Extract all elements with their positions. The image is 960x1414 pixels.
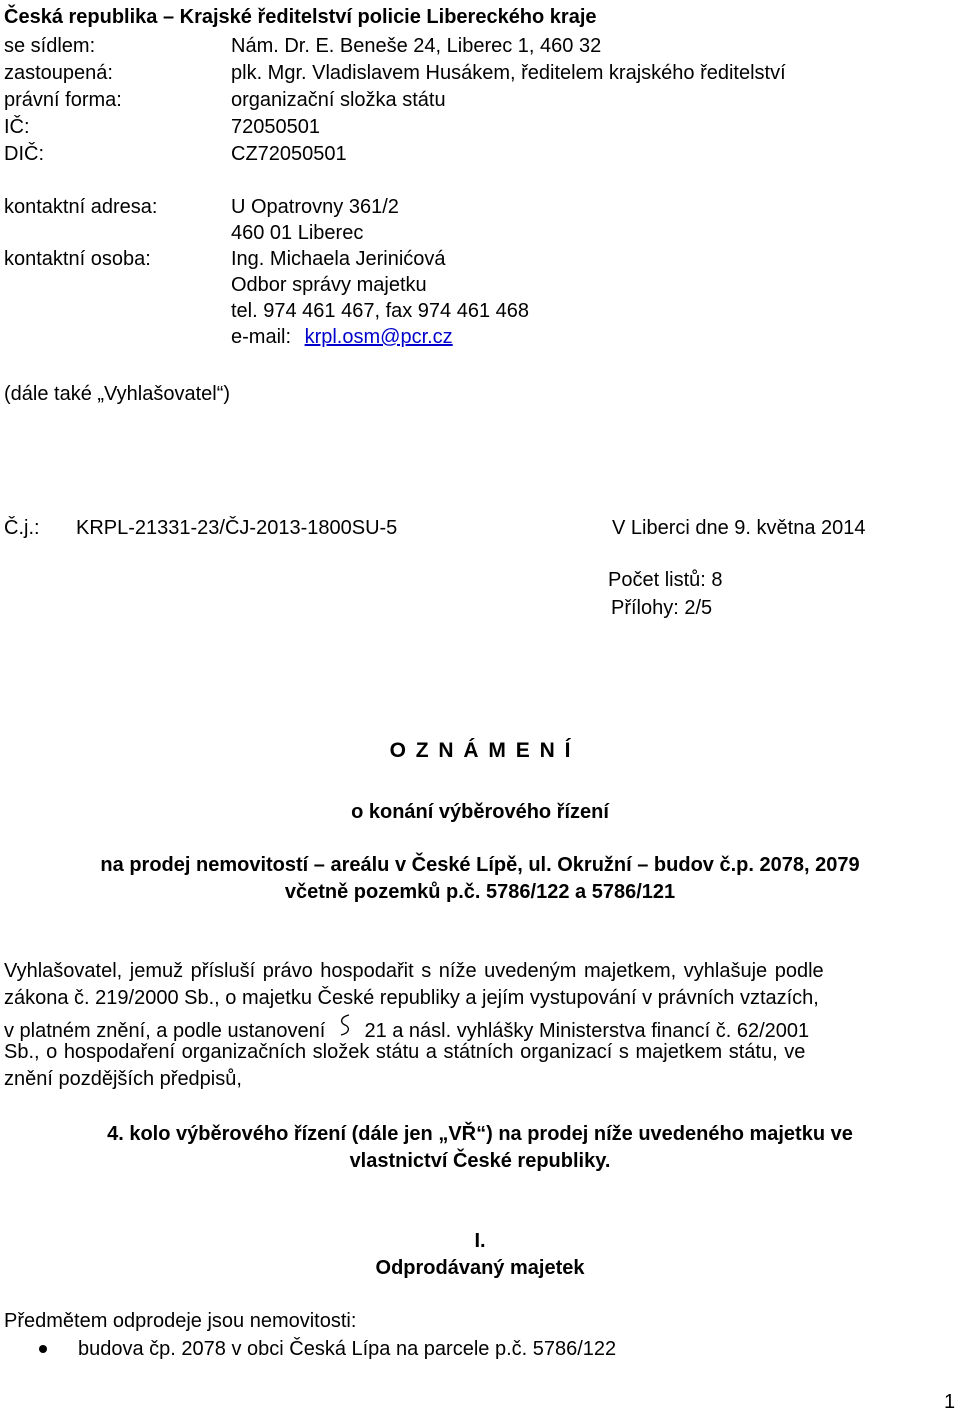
contact-address-line1: U Opatrovny 361/2 [231, 196, 399, 218]
paragraph-line-2: zákona č. 219/2000 Sb., o majetku České republiky a jejím vystupování v právních vztazích, [4, 987, 819, 1009]
seat-label: se sídlem: [4, 35, 96, 57]
round-line-2: vlastnictví České republiky. [349, 1150, 611, 1172]
also-called-note: (dále také „Vyhlašovatel“) [4, 383, 231, 405]
legal-form-value: organizační složka státu [231, 89, 446, 111]
contact-person-dept: Odbor správy majetku [231, 274, 427, 296]
legal-form-label: právní forma: [4, 89, 122, 111]
contact-email-label: e-mail: [231, 326, 292, 348]
announcement-subject-line2: včetně pozemků p.č. 5786/122 a 5786/121 [284, 881, 676, 903]
contact-email-row [231, 325, 453, 349]
section-number: I. [474, 1230, 486, 1252]
paragraph-line-3b: 21 a násl. vyhlášky Ministerstva financí č. 62/2001 [364, 1020, 810, 1042]
paragraph-line-4: Sb., o hospodaření organizačních složek státu a státních organizací s majetkem státu, ve [4, 1041, 806, 1063]
dic-value: CZ72050501 [231, 143, 347, 165]
list-item-text: budova čp. 2078 v obci Česká Lípa na parcele p.č. 5786/122 [78, 1338, 617, 1360]
paragraph-line-5: znění pozdějších předpisů, [4, 1068, 242, 1090]
place-date: V Liberci dne 9. května 2014 [612, 517, 866, 539]
ic-value: 72050501 [231, 116, 320, 138]
announcement-subject-line1: na prodej nemovitostí – areálu v České Lípě, ul. Okružní – budov č.p. 2078, 2079 [100, 854, 860, 876]
seat-value: Nám. Dr. E. Beneše 24, Liberec 1, 460 32 [231, 35, 602, 57]
section-sign-icon [331, 1013, 359, 1043]
contact-address-line2: 460 01 Liberec [231, 222, 364, 244]
contact-phone: tel. 974 461 467, fax 974 461 468 [231, 300, 530, 322]
ic-label: IČ: [4, 116, 30, 138]
represented-label: zastoupená: [4, 62, 113, 84]
paragraph-line-3 [4, 1013, 809, 1043]
round-line-1: 4. kolo výběrového řízení (dále jen „VŘ“) na prodej níže uvedeného majetku ve [107, 1123, 853, 1145]
represented-value: plk. Mgr. Vladislavem Husákem, ředitelem krajského ředitelství [231, 62, 786, 84]
contact-email-link[interactable]: krpl.osm@pcr.cz [304, 326, 453, 348]
paragraph-line-1: Vyhlašovatel, jemuž přísluší právo hospodařit s níže uvedeným majetkem, vyhlašuje podle [4, 960, 824, 982]
contact-person-label: kontaktní osoba: [4, 248, 151, 270]
page-number: 1 [944, 1391, 956, 1413]
contact-address-label: kontaktní adresa: [4, 196, 158, 218]
dic-label: DIČ: [4, 143, 44, 165]
section-intro: Předmětem odprodeje jsou nemovitosti: [4, 1310, 357, 1332]
announcement-subheading: o konání výběrového řízení [351, 801, 609, 823]
announcement-heading: O Z N Á M E N Í [389, 739, 571, 762]
contact-person-name: Ing. Michaela Jerinićová [231, 248, 446, 270]
bullet-icon [39, 1345, 47, 1353]
header-title: Česká republika – Krajské ředitelství policie Libereckého kraje [4, 6, 597, 28]
reference-label: Č.j.: [4, 517, 40, 539]
paragraph-line-3a: v platném znění, a podle ustanovení [4, 1020, 326, 1042]
sheet-count: Počet listů: 8 [608, 569, 723, 591]
reference-number: KRPL-21331-23/ČJ-2013-1800SU-5 [76, 517, 398, 539]
section-title: Odprodávaný majetek [375, 1257, 585, 1279]
attachments-count: Přílohy: 2/5 [611, 597, 713, 619]
